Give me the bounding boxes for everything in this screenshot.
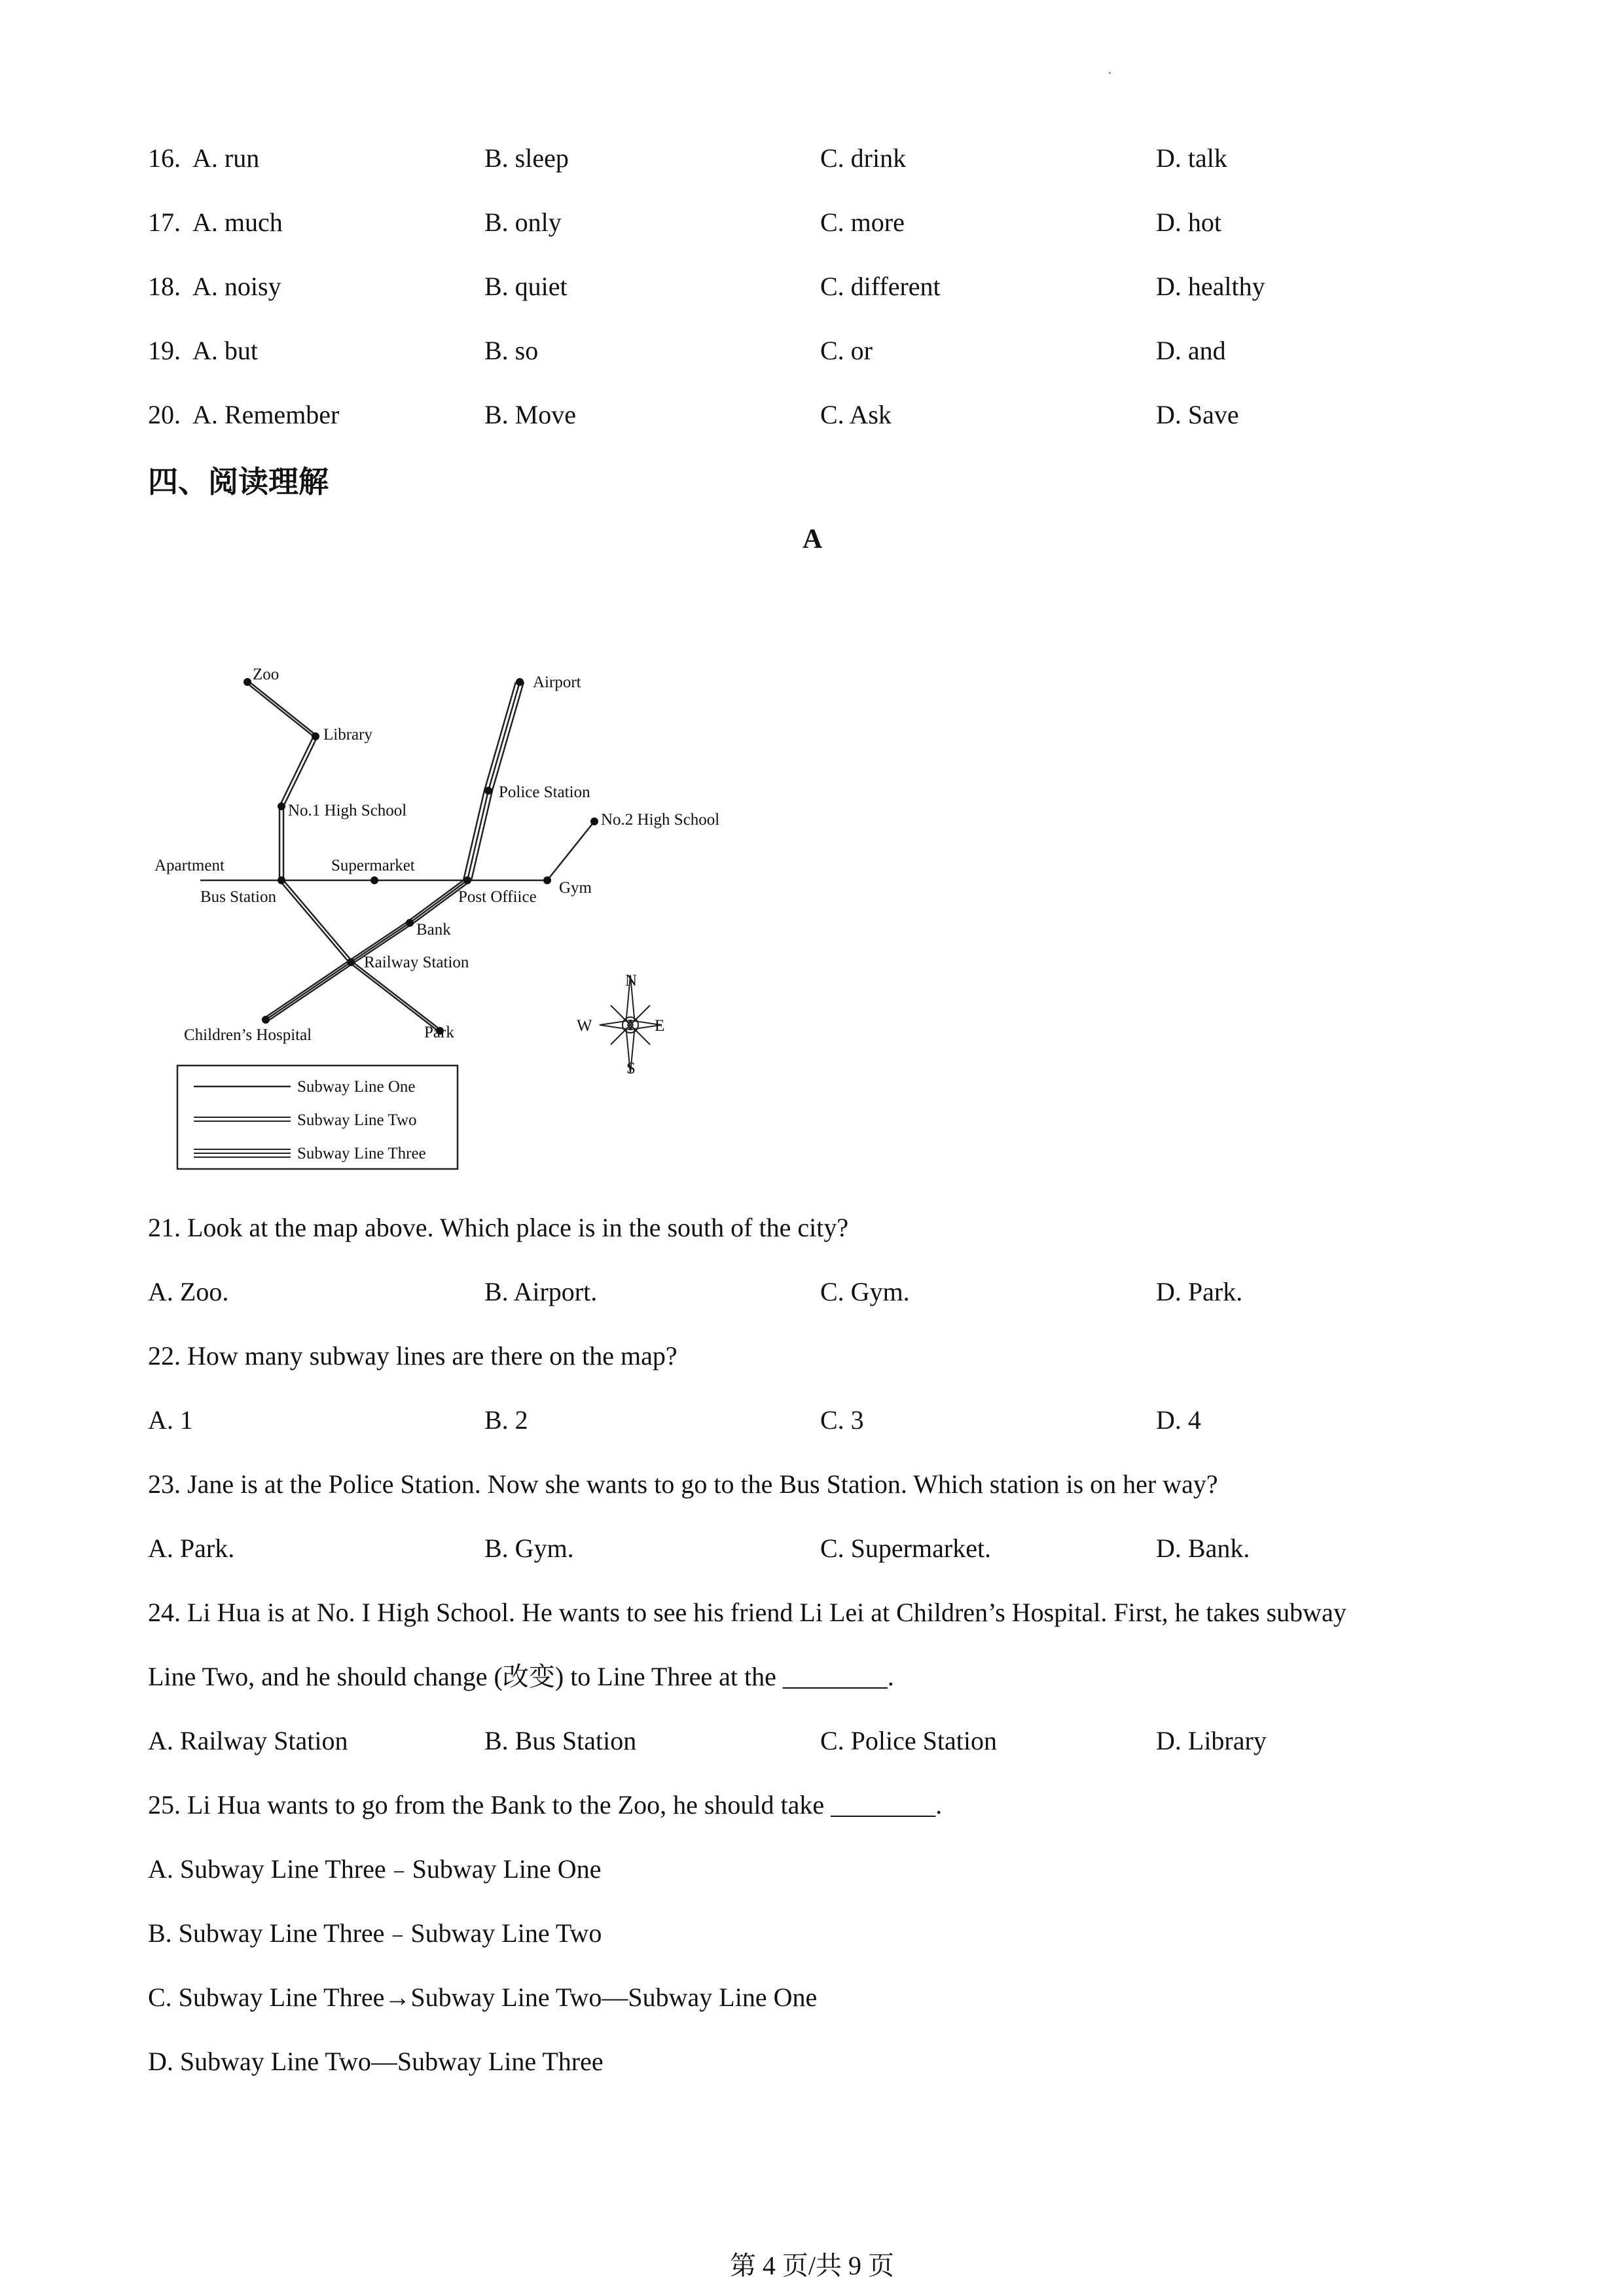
label-gym: Gym: [559, 879, 592, 897]
question-22-stem: 22. How many subway lines are there on the map?: [148, 1341, 677, 1371]
question-22-options: [0, 1401, 1624, 1440]
option-17b[interactable]: B. only: [484, 207, 562, 237]
question-21-options: [0, 1272, 1624, 1312]
option-19d[interactable]: D. and: [1156, 336, 1226, 365]
option-22a[interactable]: A. 1: [148, 1405, 193, 1435]
question-23-stem: 23. Jane is at the Police Station. Now she wants to go to the Bus Station. Which station is on her way?: [148, 1469, 1218, 1499]
label-park: Park: [424, 1024, 454, 1041]
option-17d[interactable]: D. hot: [1156, 207, 1221, 237]
passage-label: A: [803, 524, 823, 554]
option-25d[interactable]: D. Subway Line Two—Subway Line Three: [148, 2047, 604, 2076]
station-dot-bus-station: [278, 876, 285, 884]
option-23c[interactable]: C. Supermarket.: [820, 1534, 992, 1563]
label-no1-high-school: No.1 High School: [288, 802, 407, 819]
option-17a[interactable]: A. much: [192, 207, 283, 237]
option-20b[interactable]: B. Move: [484, 400, 576, 429]
option-18c[interactable]: C. different: [820, 272, 941, 301]
station-dot-railway-station: [347, 958, 355, 966]
question-21-stem: 21. Look at the map above. Which place is in the south of the city?: [148, 1213, 849, 1242]
option-20d[interactable]: D. Save: [1156, 400, 1239, 429]
option-22c[interactable]: C. 3: [820, 1405, 864, 1435]
option-16d[interactable]: D. talk: [1156, 143, 1227, 173]
option-24c[interactable]: C. Police Station: [820, 1726, 997, 1755]
legend-line-three: Subway Line Three: [297, 1145, 426, 1162]
option-25c[interactable]: C. Subway Line Three→Subway Line Two—Subway Line One: [148, 1982, 818, 2012]
station-dot-bank: [406, 919, 414, 927]
question-19: [0, 331, 1624, 370]
option-18a[interactable]: A. noisy: [192, 272, 281, 301]
station-dot-police-station: [484, 787, 492, 795]
label-no2-high-school: No.2 High School: [601, 811, 720, 829]
question-16: [0, 139, 1624, 178]
option-16b[interactable]: B. sleep: [484, 143, 569, 173]
label-supermarket: Supermarket: [331, 857, 415, 874]
option-18b[interactable]: B. quiet: [484, 272, 568, 301]
option-23a[interactable]: A. Park.: [148, 1534, 235, 1563]
question-25-stem: 25. Li Hua wants to go from the Bank to the Zoo, he should take ________.: [148, 1790, 943, 1820]
option-22b[interactable]: B. 2: [484, 1405, 528, 1435]
label-police-station: Police Station: [499, 783, 590, 801]
option-24d[interactable]: D. Library: [1156, 1726, 1267, 1755]
option-23d[interactable]: D. Bank.: [1156, 1534, 1250, 1563]
label-library: Library: [323, 726, 372, 744]
option-21b[interactable]: B. Airport.: [484, 1277, 598, 1306]
station-dot-no2-high-school: [590, 817, 598, 825]
legend-line-one: Subway Line One: [297, 1078, 416, 1096]
station-dot-childrens-hospital: [262, 1016, 270, 1024]
option-23b[interactable]: B. Gym.: [484, 1534, 574, 1563]
question-24-stem-line2: Line Two, and he should change (改变) to Line Three at the ________.: [148, 1662, 894, 1691]
option-20a[interactable]: A. Remember: [192, 400, 340, 429]
question-24-stem-line1: 24. Li Hua is at No. I High School. He wants to see his friend Li Lei at Children’s Hospital. First, he takes subway: [148, 1598, 1346, 1627]
compass-icon: [600, 975, 661, 1073]
question-17-number: 17.: [148, 207, 181, 237]
label-apartment: Apartment: [154, 857, 225, 874]
option-17c[interactable]: C. more: [820, 207, 905, 237]
option-25b[interactable]: B. Subway Line Three﹣Subway Line Two: [148, 1918, 602, 1948]
option-24a[interactable]: A. Railway Station: [148, 1726, 348, 1755]
question-20-number: 20.: [148, 400, 181, 429]
question-17: [0, 203, 1624, 242]
label-childrens-hospital: Children’s Hospital: [184, 1026, 312, 1044]
compass-n: N: [625, 972, 638, 990]
question-16-number: 16.: [148, 143, 181, 173]
question-19-number: 19.: [148, 336, 181, 365]
option-20c[interactable]: C. Ask: [820, 400, 892, 429]
label-post-office: Post Offiice: [458, 888, 537, 906]
option-18d[interactable]: D. healthy: [1156, 272, 1265, 301]
legend-line-two: Subway Line Two: [297, 1111, 417, 1129]
option-19a[interactable]: A. but: [192, 336, 258, 365]
option-24b[interactable]: B. Bus Station: [484, 1726, 637, 1755]
compass-e: E: [655, 1017, 665, 1035]
option-19c[interactable]: C. or: [820, 336, 873, 365]
label-bus-station: Bus Station: [200, 888, 276, 906]
page-footer: 第 4 页/共 9 页: [729, 2251, 895, 2280]
question-23-options: [0, 1529, 1624, 1568]
station-dot-gym: [543, 876, 551, 884]
label-zoo: Zoo: [253, 666, 280, 683]
option-19b[interactable]: B. so: [484, 336, 539, 365]
section-heading: 四、阅读理解: [148, 464, 329, 499]
subway-map: [148, 641, 750, 1178]
station-dot-no1-high-school: [278, 802, 285, 810]
label-airport: Airport: [533, 673, 581, 691]
option-21c[interactable]: C. Gym.: [820, 1277, 910, 1306]
station-dot-supermarket: [370, 876, 378, 884]
label-bank: Bank: [416, 921, 451, 939]
question-18-number: 18.: [148, 272, 181, 301]
compass-s: S: [626, 1060, 636, 1077]
station-dot-post-office: [463, 876, 471, 884]
station-dot-library: [312, 732, 319, 740]
option-22d[interactable]: D. 4: [1156, 1405, 1201, 1435]
compass-w: W: [577, 1017, 592, 1035]
option-21d[interactable]: D. Park.: [1156, 1277, 1243, 1306]
question-24-options: [0, 1721, 1624, 1761]
label-railway-station: Railway Station: [364, 954, 469, 971]
scan-speck: [1109, 72, 1111, 74]
question-18: [0, 267, 1624, 306]
option-16c[interactable]: C. drink: [820, 143, 907, 173]
option-16a[interactable]: A. run: [192, 143, 260, 173]
station-dot-airport: [516, 678, 524, 686]
question-20: [0, 395, 1624, 435]
option-25a[interactable]: A. Subway Line Three﹣Subway Line One: [148, 1854, 602, 1884]
option-21a[interactable]: A. Zoo.: [148, 1277, 229, 1306]
station-dot-zoo: [244, 678, 251, 686]
